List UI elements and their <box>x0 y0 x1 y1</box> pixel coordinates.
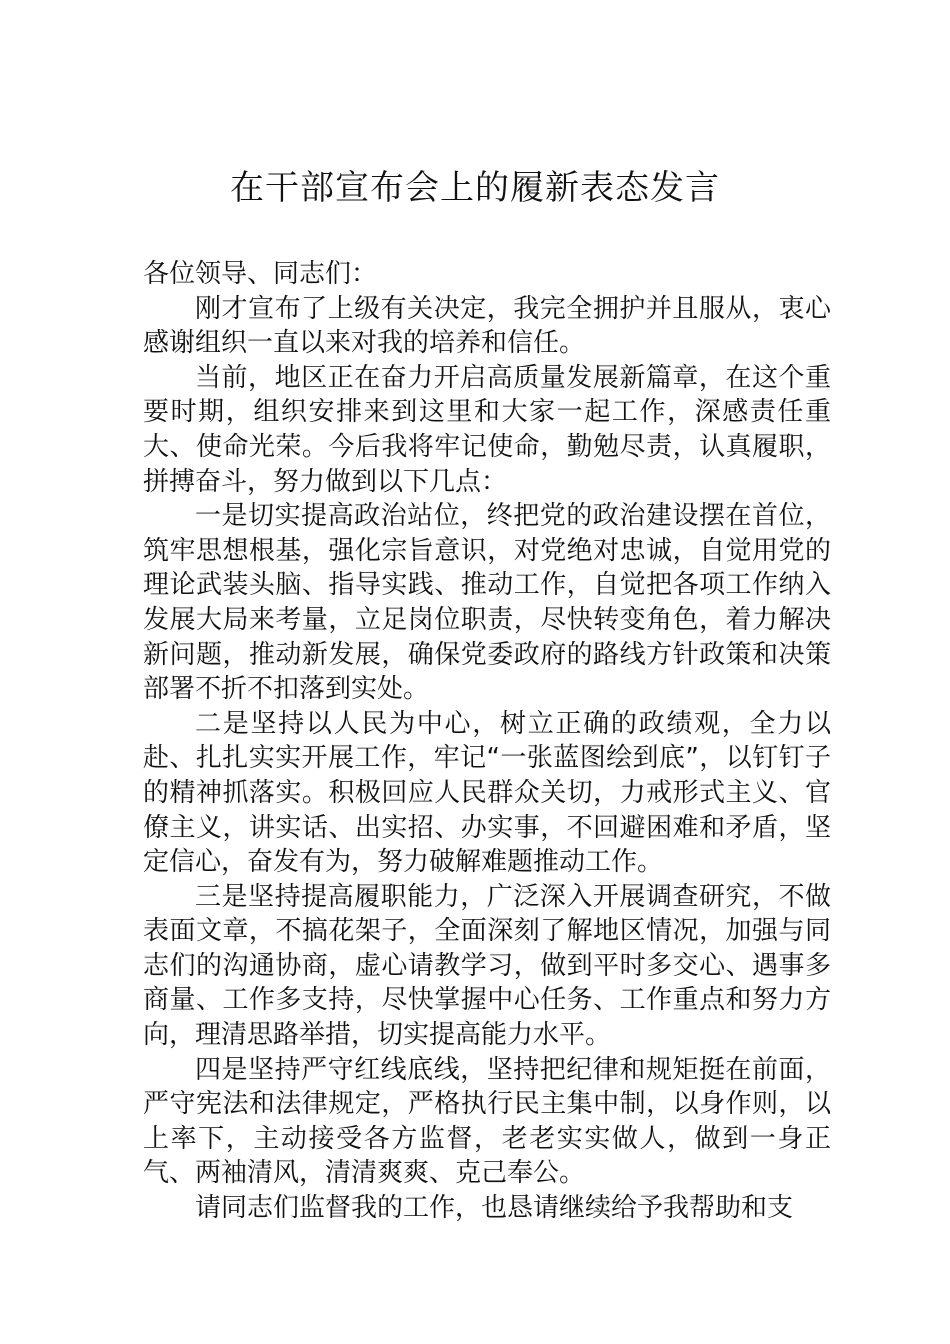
paragraph-point-one: 一是切实提高政治站位，终把党的政治建设摆在首位，筑牢思想根基，强化宗旨意识，对党绝对忠诚，自觉用党的理论武装头脑、指导实践、推动工作，自觉把各项工作纳入发展大局来考量，立足岗位职责，尽快转变角色，着力解决新问题，推动新发展，确保党委政府的路线方针政策和决策部署不折不扣落到实处。 <box>143 501 831 705</box>
page-title: 在干部宣布会上的履新表态发言 <box>230 168 720 208</box>
paragraph-point-three: 三是坚持提高履职能力，广泛深入开展调查研究，不做表面文章，不搞花架子，全面深刻了解地区情况，加强与同志们的沟通协商，虚心请教学习，做到平时多交心、遇事多商量、工作多支持，尽快掌握中心任务、工作重点和努力方向，理清思路举措，切实提高能力水平。 <box>143 881 831 1051</box>
paragraph-point-two: 二是坚持以人民为中心，树立正确的政绩观，全力以赴、扎扎实实开展工作，牢记“一张蓝图绘到底”，以钉钉子的精神抓落实。积极回应人民群众关切，力戒形式主义、官僚主义，讲实话、出实招、办实事，不回避困难和矛盾，坚定信心，奋发有为，努力破解难题推动工作。 <box>143 708 831 878</box>
paragraph-opening: 刚才宣布了上级有关决定，我完全拥护并且服从，衷心感谢组织一直以来对我的培养和信任。 <box>143 293 831 359</box>
paragraph-context: 当前，地区正在奋力开启高质量发展新篇章，在这个重要时期，组织安排来到这里和大家一起工作，深感责任重大、使命光荣。今后我将牢记使命，勤勉尽责，认真履职，拼搏奋斗，努力做到以下几点： <box>143 362 831 497</box>
paragraph-point-four: 四是坚持严守红线底线，坚持把纪律和规矩挺在前面，严守宪法和法律规定，严格执行民主集中制，以身作则，以上率下，主动接受各方监督，老老实实做人，做到一身正气、两袖清风，清清爽爽、克己奉公。 <box>143 1054 831 1189</box>
document-body <box>143 257 831 1226</box>
salutation: 各位领导、同志们： <box>143 259 378 289</box>
paragraph-closing: 请同志们监督我的工作，也恳请继续给予我帮助和支 <box>195 1193 794 1224</box>
